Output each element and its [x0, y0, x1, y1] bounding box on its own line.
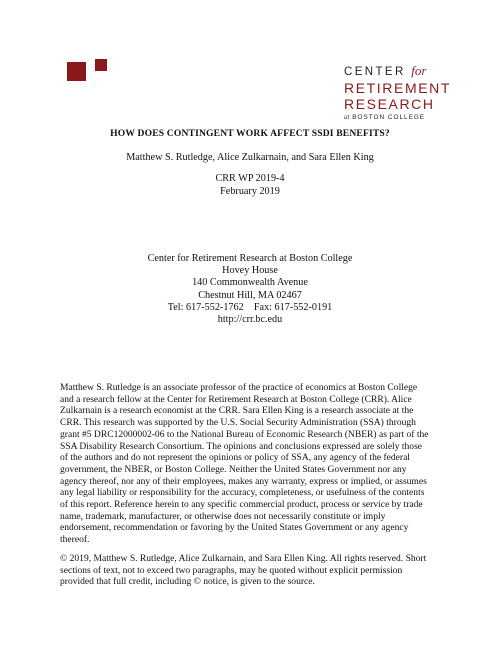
- address-org: Center for Retirement Research at Boston College: [147, 253, 353, 264]
- logo-boston-college-text: BOSTON COLLEGE: [352, 113, 426, 121]
- logo-small-square: [95, 59, 107, 71]
- bio-line: Matthew S. Rutledge is an associate professor of the practice of economics at Boston College: [60, 382, 418, 393]
- working-paper-number: CRR WP 2019-4: [215, 173, 285, 184]
- address-phone-fax: Tel: 617-552-1762 Fax: 617-552-0191: [167, 301, 333, 313]
- bio-line: endorsement, recommendation or favoring by the United States Government or any agency: [60, 522, 409, 534]
- bio-line: grant #5 DRC12000002-06 to the National Bureau of Economic Research (NBER) as part of the: [60, 428, 429, 440]
- bio-line: name, trademark, manufacturer, or otherwise does not necessarily constitute or imply: [60, 510, 386, 522]
- institution-address: [0, 253, 500, 326]
- paper-authors: Matthew S. Rutledge, Alice Zulkarnain, and Sara Ellen King: [126, 152, 374, 163]
- crr-logo: [344, 64, 454, 121]
- bio-line: of this report. Reference herein to any specific commercial product, process or service by trade: [60, 499, 423, 511]
- bio-line: CRR. This research was supported by the U.S. Social Security Administration (SSA) through: [60, 417, 416, 429]
- logo-at-text: at: [344, 112, 350, 121]
- author-bio-disclaimer: [60, 382, 441, 546]
- bio-line: thereof.: [60, 534, 90, 546]
- logo-retirement-text: RETIREMENT: [344, 79, 451, 96]
- logo-line-4: [344, 114, 454, 121]
- paper-title: HOW DOES CONTINGENT WORK AFFECT SSDI BENEFITS?: [110, 128, 390, 139]
- bio-line: and a research fellow at the Center for Retirement Research at Boston College (CRR). Alice: [60, 393, 412, 405]
- bio-line: any legal liability or responsibility for the accuracy, completeness, or usefulness of the contents: [60, 487, 425, 499]
- copyright-line: sections of text, not to exceed two paragraphs, may be quoted without explicit permission: [60, 564, 403, 576]
- bio-line: government, the NBER, or Boston College. Neither the United States Government nor any: [60, 463, 407, 475]
- copyright-line: provided that full credit, including © notice, is given to the source.: [60, 576, 315, 588]
- logo-research-text: RESEARCH: [344, 95, 435, 112]
- bio-line: agency thereof, nor any of their employees, makes any warranty, express or implied, or assumes: [60, 475, 427, 487]
- bio-line: Zulkarnain is a research economist at the CRR. Sara Ellen King is a research associate at the: [60, 405, 414, 417]
- logo-line-1: [344, 64, 454, 79]
- logo-big-square: [67, 62, 86, 81]
- copyright-notice: [60, 553, 441, 588]
- working-paper-date: February 2019: [220, 186, 280, 197]
- address-street: 140 Commonwealth Avenue: [192, 277, 308, 289]
- logo-squares-icon: [67, 59, 107, 81]
- address-url[interactable]: http://crr.bc.edu: [217, 314, 283, 326]
- copyright-line: © 2019, Matthew S. Rutledge, Alice Zulkarnain, and Sara Ellen King. All rights reserved. Short: [60, 553, 427, 564]
- working-paper-info: [0, 172, 500, 198]
- logo-for-text: for: [411, 63, 427, 78]
- address-city: Chestnut Hill, MA 02467: [198, 289, 302, 301]
- bio-line: SSA Disability Research Consortium. The opinions and conclusions expressed are solely those: [60, 440, 423, 452]
- bio-line: of the authors and do not represent the opinions or policy of SSA, any agency of the federal: [60, 452, 410, 464]
- address-building: Hovey House: [222, 265, 278, 277]
- logo-center-text: CENTER: [344, 66, 406, 78]
